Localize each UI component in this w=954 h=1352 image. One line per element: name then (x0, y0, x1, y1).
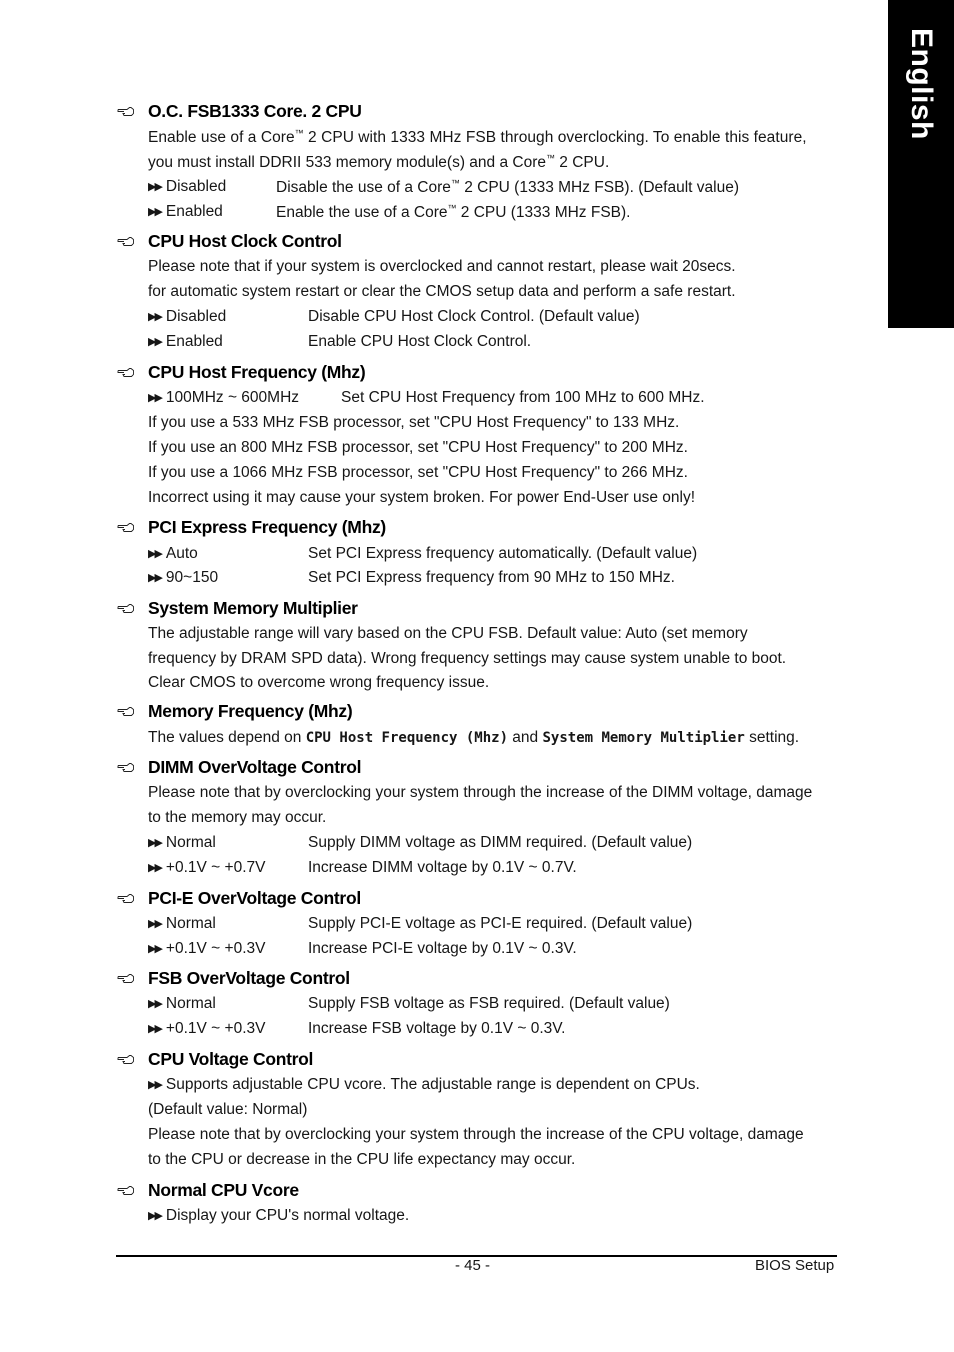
body-line: Please note that if your system is overclocked and cannot restart, please wait 20secs. (148, 258, 736, 275)
option-desc: Increase FSB voltage by 0.1V ~ 0.3V. (308, 1020, 566, 1037)
section-heading: O.C. FSB1333 Core. 2 CPU (148, 101, 362, 121)
double-arrow-icon: ▶▶ (148, 392, 161, 404)
option-desc: Set PCI Express frequency from 90 MHz to 150 MHz. (308, 569, 675, 586)
option-row: ▶▶ Normal Supply FSB voltage as FSB required. (Default value) (148, 995, 670, 1012)
option-desc: Supply FSB voltage as FSB required. (Default value) (308, 995, 670, 1012)
option-row: ▶▶ Enabled Enable CPU Host Clock Control. (148, 333, 532, 350)
double-arrow-icon: ▶▶ (148, 943, 161, 955)
section-heading: FSB OverVoltage Control (148, 968, 350, 988)
body-line: (Default value: Normal) (148, 1101, 308, 1118)
option-desc: Disable the use of a Core™ 2 CPU (1333 MHz FSB). (Default value) (276, 178, 739, 196)
double-arrow-icon: ▶▶ (148, 572, 161, 584)
double-arrow-icon: ▶▶ (148, 998, 161, 1010)
option-row: ▶▶ +0.1V ~ +0.7V Increase DIMM voltage by 0.1V ~ 0.7V. (148, 859, 577, 876)
body-line: If you use a 1066 MHz FSB processor, set "CPU Host Frequency" to 266 MHz. (148, 464, 688, 481)
double-arrow-icon: ▶▶ (148, 311, 161, 323)
pointing-hand-icon (117, 105, 135, 117)
body-line: If you use a 533 MHz FSB processor, set "CPU Host Frequency" to 133 MHz. (148, 414, 680, 431)
body-line: for automatic system restart or clear the CMOS setup data and perform a safe restart. (148, 283, 736, 300)
option-desc: Supply DIMM voltage as DIMM required. (Default value) (308, 834, 693, 851)
body-line: Incorrect using it may cause your system broken. For power End-User use only! (148, 489, 696, 506)
option-desc: Increase PCI-E voltage by 0.1V ~ 0.3V. (308, 940, 577, 957)
option-row: ▶▶ Disabled Disable the use of a Core™ 2 CPU (1333 MHz FSB). (Default value) (148, 178, 739, 196)
body-line: frequency by DRAM SPD data). Wrong frequency settings may cause system unable to boot. (148, 650, 787, 667)
double-arrow-icon: ▶▶ (148, 181, 161, 193)
double-arrow-icon: ▶▶ (148, 1079, 161, 1091)
section-heading: Memory Frequency (Mhz) (148, 701, 353, 721)
option-desc: Increase DIMM voltage by 0.1V ~ 0.7V. (308, 859, 577, 876)
pointing-hand-icon (117, 602, 135, 614)
option-desc: Supply PCI-E voltage as PCI-E required. (Default value) (308, 915, 693, 932)
option-desc: Set PCI Express frequency automatically. (Default value) (308, 545, 698, 562)
double-arrow-icon: ▶▶ (148, 206, 161, 218)
pointing-hand-icon (117, 761, 135, 773)
pointing-hand-icon (117, 1053, 135, 1065)
pointing-hand-icon (117, 521, 135, 533)
body-line: Enable use of a Core™ 2 CPU with 1333 MHz FSB through overclocking. To enable this feature, (148, 128, 807, 146)
option-row: ▶▶ Disabled Disable CPU Host Clock Control. (Default value) (148, 308, 640, 325)
option-desc: Set CPU Host Frequency from 100 MHz to 600 MHz. (341, 389, 705, 406)
body-line: to the CPU or decrease in the CPU life expectancy may occur. (148, 1151, 576, 1168)
pointing-hand-icon (117, 892, 135, 904)
double-arrow-icon: ▶▶ (148, 548, 161, 560)
double-arrow-icon: ▶▶ (148, 837, 161, 849)
section-heading: CPU Host Frequency (Mhz) (148, 362, 366, 382)
double-arrow-icon: ▶▶ (148, 862, 161, 874)
option-row: ▶▶ Auto Set PCI Express frequency automatically. (Default value) (148, 545, 698, 562)
body-line: The adjustable range will vary based on the CPU FSB. Default value: Auto (set memory (148, 625, 748, 642)
double-arrow-icon: ▶▶ (148, 1210, 161, 1222)
body-line: Clear CMOS to overcome wrong frequency issue. (148, 674, 490, 691)
pointing-hand-icon (117, 235, 135, 247)
pointing-hand-icon (117, 972, 135, 984)
section-heading: PCI Express Frequency (Mhz) (148, 517, 386, 537)
option-desc: Enable CPU Host Clock Control. (308, 333, 532, 350)
option-row: ▶▶ +0.1V ~ +0.3V Increase PCI-E voltage by 0.1V ~ 0.3V. (148, 940, 577, 957)
pointing-hand-icon (117, 1184, 135, 1196)
page-number: - 45 - (455, 1257, 491, 1274)
option-row: ▶▶ Enabled Enable the use of a Core™ 2 CPU (1333 MHz FSB). (148, 203, 631, 221)
section-heading: PCI-E OverVoltage Control (148, 888, 361, 908)
language-tab-label: English (905, 28, 938, 140)
option-row: ▶▶ Normal Supply PCI-E voltage as PCI-E required. (Default value) (148, 915, 693, 932)
section-heading: System Memory Multiplier (148, 598, 358, 618)
section-heading: CPU Host Clock Control (148, 231, 342, 251)
double-arrow-icon: ▶▶ (148, 1023, 161, 1035)
section-heading: DIMM OverVoltage Control (148, 757, 362, 777)
body-line: Please note that by overclocking your system through the increase of the CPU voltage, damage (148, 1126, 804, 1143)
double-arrow-icon: ▶▶ (148, 918, 161, 930)
option-desc: Disable CPU Host Clock Control. (Default value) (308, 308, 640, 325)
body-line: ▶▶ Supports adjustable CPU vcore. The adjustable range is dependent on CPUs. (148, 1076, 700, 1093)
option-row: ▶▶ 90~150 Set PCI Express frequency from 90 MHz to 150 MHz. (148, 569, 675, 586)
option-row: ▶▶ Normal Supply DIMM voltage as DIMM required. (Default value) (148, 834, 693, 851)
double-arrow-icon: ▶▶ (148, 336, 161, 348)
section-heading: Normal CPU Vcore (148, 1180, 299, 1200)
body-line: ▶▶ Display your CPU's normal voltage. (148, 1207, 410, 1224)
pointing-hand-icon (117, 366, 135, 378)
footer-section-title: BIOS Setup (755, 1257, 835, 1274)
body-line: The values depend on CPU Host Frequency (Mhz) and System Memory Multiplier setting. (148, 729, 800, 746)
body-line: you must install DDRII 533 memory module(s) and a Core™ 2 CPU. (148, 153, 610, 171)
body-line: Please note that by overclocking your system through the increase of the DIMM voltage, damage (148, 784, 813, 801)
body-line: to the memory may occur. (148, 809, 327, 826)
section-heading: CPU Voltage Control (148, 1049, 314, 1069)
body-line: If you use an 800 MHz FSB processor, set "CPU Host Frequency" to 200 MHz. (148, 439, 688, 456)
option-row: ▶▶ +0.1V ~ +0.3V Increase FSB voltage by 0.1V ~ 0.3V. (148, 1020, 566, 1037)
pointing-hand-icon (117, 705, 135, 717)
option-row: ▶▶ 100MHz ~ 600MHz Set CPU Host Frequency from 100 MHz to 600 MHz. (148, 389, 705, 406)
option-desc: Enable the use of a Core™ 2 CPU (1333 MHz FSB). (276, 203, 631, 221)
